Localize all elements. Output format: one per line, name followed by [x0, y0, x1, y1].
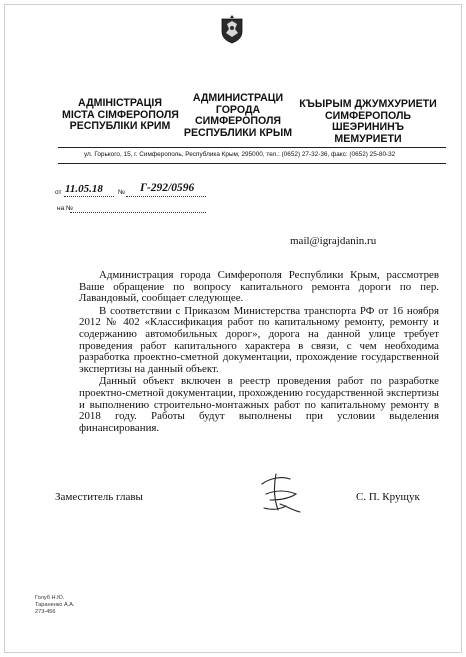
ref-prefix: на №: [57, 205, 73, 212]
header-left-line: АДМІНІСТРАЦІЯ: [78, 97, 162, 109]
header-right-line: МЕМУРИЕТИ: [334, 132, 402, 145]
header-center-line: АДМИНИСТРАЦИ: [192, 92, 284, 104]
body-paragraph: Администрация города Симферополя Республики Крым, рассмотрев Ваше обращение по вопросу капитального ремонта дороги по пер. Лавандовый, сообщает следующее.: [79, 269, 439, 305]
header-crimean-tatar: [297, 99, 439, 145]
registration-number: Г-292/0596: [140, 182, 195, 194]
body-paragraph: Данный объект включен в реестр проведения работ по разработке проектно-сметной документации, прохождению государственной экспертизы и выполнению строительно-монтажных работ по капитальному ремонту в 2018 году. Работы будут выполнены при условии выделения финансирования.: [79, 375, 439, 434]
executor-line: 273-456: [35, 609, 56, 615]
header-rule-top: [58, 147, 446, 148]
date-underline: [64, 196, 114, 197]
handwritten-signature: [256, 470, 306, 516]
registration-date: 11.05.18: [65, 183, 103, 195]
body-paragraph: В соответствии с Приказом Министерства транспорта РФ от 16 ноября 2012 № 402 «Классификация работ по капитальному ремонту, ремонту и содержанию автомобильных дорог», дорога на данной улице требует проведения работ капитального характера в связи, с чем необходима разработка проектно-сметной документации, прохождение государственной экспертизы на данный объект.: [79, 304, 439, 375]
letter-body: [79, 270, 439, 435]
ref-underline: [70, 212, 206, 213]
header-right-line: ШЕЭРИНИНЪ: [331, 121, 405, 133]
signatory-name: С. П. Крущук: [356, 491, 420, 503]
header-center-line: РЕСПУБЛИКИ КРЫМ: [183, 126, 293, 139]
header-right-line: КЪЫРЫМ ДЖУМХУРИЕТИ: [299, 98, 437, 110]
coat-of-arms-icon: [219, 14, 245, 44]
header-ukrainian: [62, 98, 178, 133]
header-right-line: СИМФЕРОПОЛЬ: [324, 109, 411, 122]
header-rule-bottom: [58, 163, 446, 164]
executor-info: [35, 595, 75, 616]
header-center-line: СИМФЕРОПОЛЯ: [194, 115, 281, 127]
header-center-line: ГОРОДА: [215, 103, 261, 116]
number-prefix: №: [118, 189, 125, 196]
executor-line: Голуб Н.Ю.: [35, 595, 65, 601]
header-left-line: РЕСПУБЛІКИ КРИМ: [69, 120, 171, 132]
header-russian: [183, 93, 293, 139]
recipient-email: mail@igrajdanin.ru: [290, 235, 377, 247]
number-underline: [126, 196, 206, 197]
signatory-title: Заместитель главы: [55, 491, 143, 503]
date-prefix: от: [55, 189, 62, 196]
executor-line: Тараненко А.А.: [35, 602, 75, 608]
address-line: ул. Горького, 15, г. Симферополь, Республика Крым, 295000, тел.: (0652) 27-32-36, факс: (0652) 25-80-32: [84, 151, 396, 158]
header-left-line: МІСТА СІМФЕРОПОЛЯ: [62, 108, 179, 121]
